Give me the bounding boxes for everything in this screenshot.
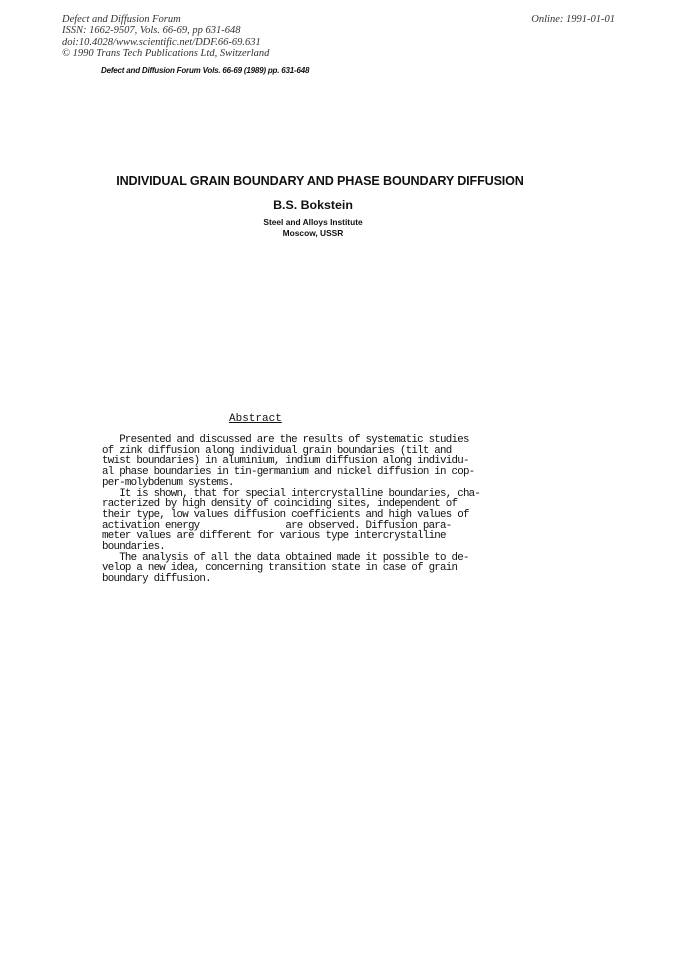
abstract-line: twist boundaries) in aluminium, indium diffusion along individu- (102, 455, 469, 468)
abstract-line: boundaries. (102, 541, 166, 554)
abstract-line: per-molybdenum systems. (102, 476, 234, 489)
abstract-body (102, 435, 480, 585)
copyright-line: © 1990 Trans Tech Publications Ltd, Switzerland (62, 48, 270, 60)
abstract-heading: Abstract (229, 413, 282, 425)
abstract-line: The analysis of all the data obtained made it possible to de- (102, 551, 469, 564)
abstract-line: velop a new idea, concerning transition state in case of grain (102, 562, 458, 575)
affiliation-institute: Steel and Alloys Institute (263, 217, 363, 227)
abstract-line: al phase boundaries in tin-germanium and nickel diffusion in cop- (102, 466, 475, 479)
online-date: Online: 1991-01-01 (531, 14, 615, 25)
publication-metadata (62, 14, 269, 60)
abstract-line: of zink diffusion along individual grain boundaries (tilt and (102, 444, 452, 457)
doi-line[interactable]: doi:10.4028/www.scientific.net/DDF.66-69.631 (62, 36, 261, 48)
abstract-line: boundary diffusion. (102, 573, 211, 586)
journal-name: Defect and Diffusion Forum (62, 14, 181, 25)
journal-volume-line: Defect and Diffusion Forum Vols. 66-69 (1989) pp. 631-648 (101, 66, 310, 75)
abstract-line: Presented and discussed are the results of systematic studies (102, 434, 469, 446)
affiliation-location: Moscow, USSR (282, 228, 344, 238)
paper-title: INDIVIDUAL GRAIN BOUNDARY AND PHASE BOUNDARY DIFFUSION (116, 174, 524, 188)
issn-line: ISSN: 1662-9507, Vols. 66-69, pp 631-648 (62, 25, 241, 37)
abstract-line: their type, low values diffusion coefficients and high values of (102, 508, 469, 521)
author-name: B.S. Bokstein (273, 198, 353, 212)
abstract-line: activation energy are observed. Diffusion para- (102, 519, 452, 532)
abstract-line: It is shown, that for special intercrystalline boundaries, cha- (102, 487, 481, 500)
abstract-line: meter values are different for various type intercrystalline (102, 530, 446, 543)
abstract-line: racterized by high density of coinciding sites, independent of (102, 498, 458, 511)
